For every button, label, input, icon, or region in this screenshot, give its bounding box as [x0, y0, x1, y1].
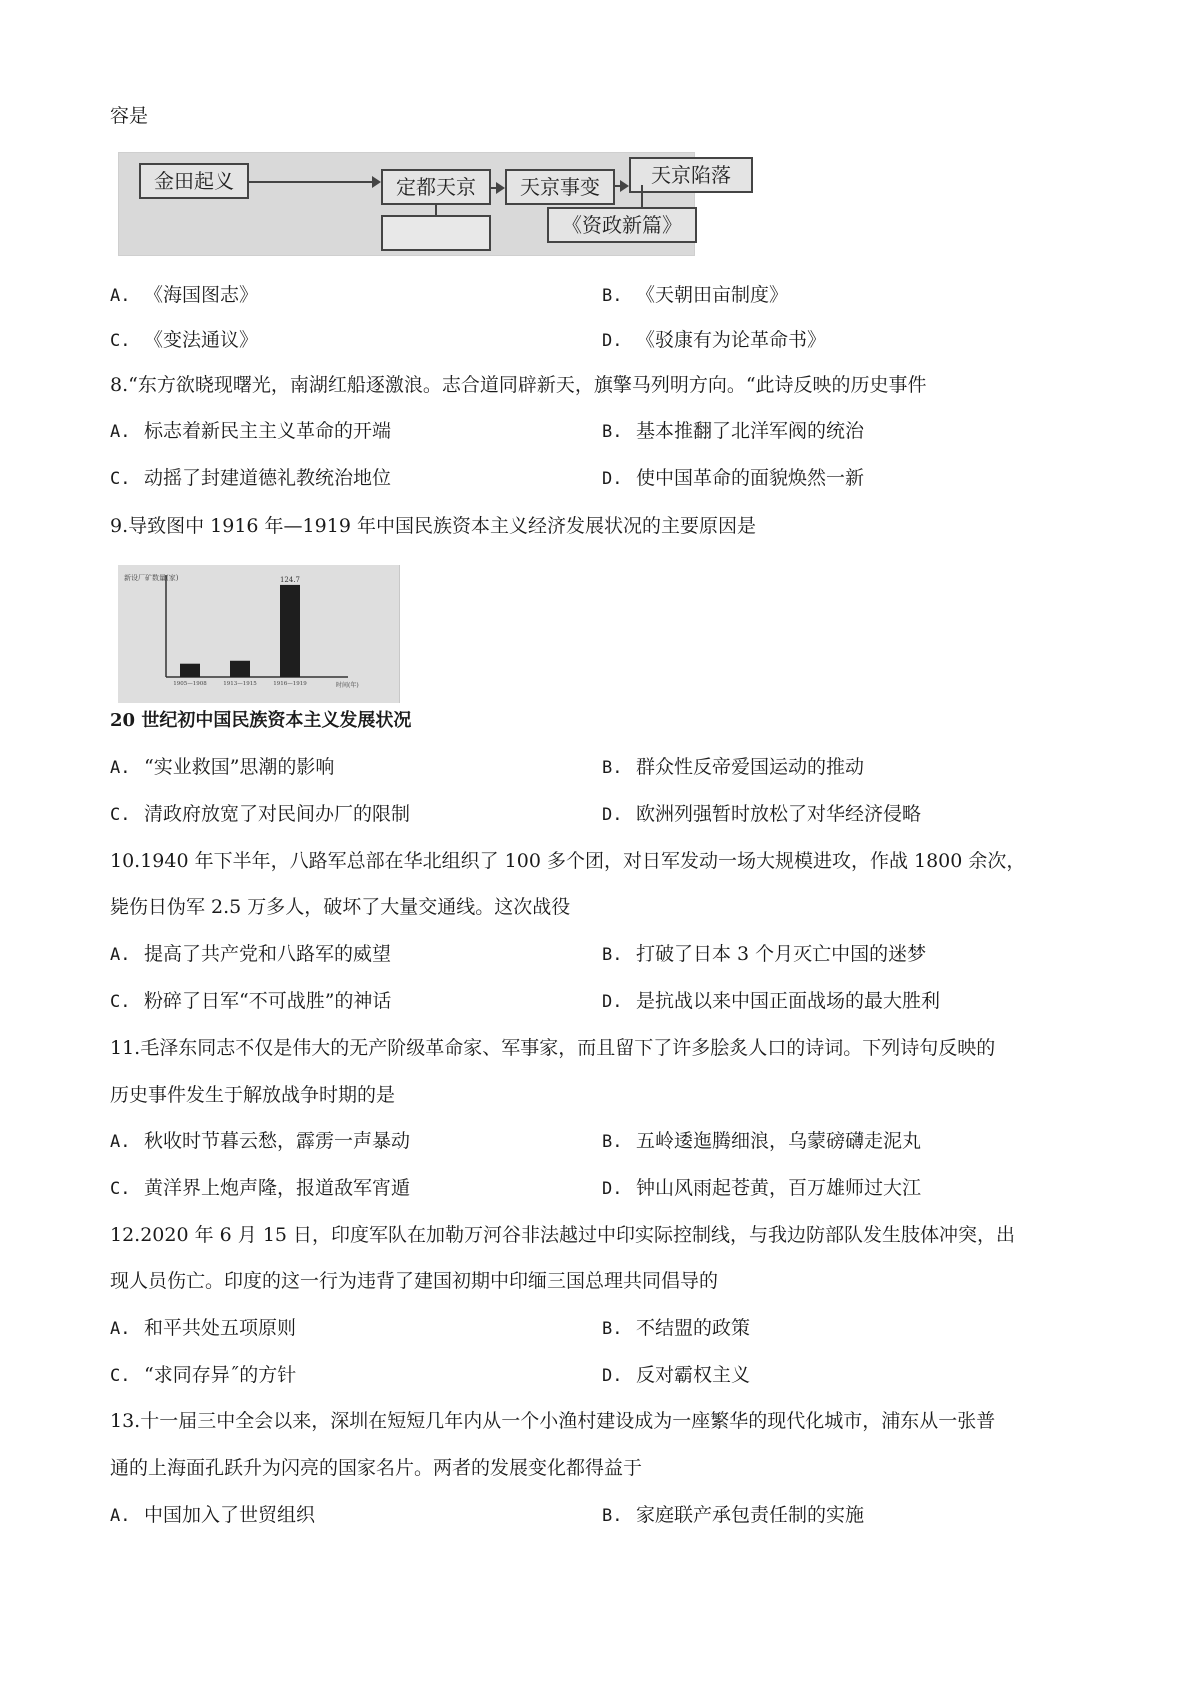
x-tick-label-1: 1913—1915 — [223, 681, 257, 687]
q13-option-b[interactable]: B. 家庭联产承包责任制的实施 — [602, 1504, 865, 1526]
q10-option-a[interactable]: A. 提高了共产党和八路军的威望 — [110, 943, 392, 965]
q10-option-d[interactable]: D. 是抗战以来中国正面战场的最大胜利 — [602, 990, 941, 1012]
q12-stem-line2: 现人员伤亡。印度的这一行为违背了建国初期中印缅三国总理共同倡导的 — [110, 1270, 719, 1292]
flow-box-jintian: 金田起义 — [139, 163, 249, 199]
chart-caption: 20 世纪初中国民族资本主义发展状况 — [110, 710, 412, 731]
q8-option-b[interactable]: B. 基本推翻了北洋军阀的统治 — [602, 420, 865, 442]
q9-option-c[interactable]: C. 清政府放宽了对民间办厂的限制 — [110, 803, 411, 825]
q12-option-c[interactable]: C. “求同存异˝的方针 — [110, 1364, 297, 1386]
q12-option-a[interactable]: A. 和平共处五项原则 — [110, 1317, 297, 1339]
q10-option-b[interactable]: B. 打破了日本 3 个月灭亡中国的迷梦 — [602, 943, 927, 965]
q11-stem-line1: 11.毛泽东同志不仅是伟大的无产阶级革命家、军事家，而且留下了许多脍炙人口的诗词。下列诗句反映的 — [110, 1037, 996, 1059]
flow-diagram — [118, 152, 731, 256]
q13-stem-line1: 13.十一届三中全会以来，深圳在短短几年内从一个小渔村建设成为一座繁华的现代化城市，浦东从一张普 — [110, 1410, 996, 1432]
q11-option-c[interactable]: C. 黄洋界上炮声隆，报道敌军宵遁 — [110, 1177, 411, 1199]
q8-option-c[interactable]: C. 动摇了封建道德礼教统治地位 — [110, 467, 392, 489]
q9-option-a[interactable]: A. “实业救国”思潮的影响 — [110, 756, 335, 778]
q10-stem-line2: 毙伤日伪军 2.5 万多人，破坏了大量交通线。这次战役 — [110, 896, 571, 918]
q8-stem: 8.“东方欲晓现曙光，南湖红船逐激浪。志合道同辟新天，旗擎马列明方向。“此诗反映的历史事件 — [110, 374, 927, 396]
flow-box-dingdu: 定都天京 — [381, 169, 491, 205]
q12-option-d[interactable]: D. 反对霸权主义 — [602, 1364, 751, 1386]
y-axis-label: 新设厂矿数量(家) — [124, 574, 179, 582]
q7-option-a[interactable]: A. 《海国图志》 — [110, 284, 259, 306]
x-tick-label-0: 1905—1908 — [173, 681, 207, 687]
q11-stem-line2: 历史事件发生于解放战争时期的是 — [110, 1084, 396, 1106]
bar-2 — [280, 585, 300, 677]
bar-chart-svg — [118, 565, 399, 703]
flow-box-xianluo: 天京陷落 — [629, 157, 753, 193]
q9-stem: 9.导致图中 1916 年—1919 年中国民族资本主义经济发展状况的主要原因是 — [110, 515, 756, 537]
q7-option-b[interactable]: B. 《天朝田亩制度》 — [602, 284, 789, 306]
q8-option-a[interactable]: A. 标志着新民主主义革命的开端 — [110, 420, 392, 442]
q10-option-c[interactable]: C. 粉碎了日军“不可战胜”的神话 — [110, 990, 392, 1012]
flow-arrow-3 — [615, 185, 627, 187]
flow-arrow-2 — [491, 187, 503, 189]
q7-stem-tail: 容是 — [110, 105, 149, 127]
x-tick-label-2: 1916—1919 — [273, 681, 307, 687]
flow-connector-zizheng — [641, 185, 643, 207]
bar-1 — [230, 661, 250, 677]
q7-option-d[interactable]: D. 《驳康有为论革命书》 — [602, 329, 827, 351]
x-axis-label: 时间(年) — [336, 682, 359, 689]
q7-option-c[interactable]: C. 《变法通议》 — [110, 329, 259, 351]
data-label-2: 124.7 — [279, 575, 301, 584]
q9-option-d[interactable]: D. 欧洲列强暂时放松了对华经济侵略 — [602, 803, 922, 825]
q11-option-a[interactable]: A. 秋收时节暮云愁，霹雳一声暴动 — [110, 1130, 411, 1152]
q10-stem-line1: 10.1940 年下半年，八路军总部在华北组织了 100 多个团，对日军发动一场大规模进攻，作战 1800 余次， — [110, 850, 1026, 872]
q13-stem-line2: 通的上海面孔跃升为闪亮的国家名片。两者的发展变化都得益于 — [110, 1457, 643, 1479]
q9-option-b[interactable]: B. 群众性反帝爱国运动的推动 — [602, 756, 865, 778]
bar-0 — [180, 664, 200, 677]
q12-stem-line1: 12.2020 年 6 月 15 日，印度军队在加勒万河谷非法越过中印实际控制线，与我边防部队发生肢体冲突，出 — [110, 1224, 1016, 1246]
q11-option-b[interactable]: B. 五岭逶迤腾细浪，乌蒙磅礴走泥丸 — [602, 1130, 922, 1152]
q13-option-a[interactable]: A. 中国加入了世贸组织 — [110, 1504, 316, 1526]
flow-box-tianjing-shibian: 天京事变 — [505, 169, 615, 205]
q8-option-d[interactable]: D. 使中国革命的面貌焕然一新 — [602, 467, 865, 489]
flow-arrow-1 — [249, 181, 379, 183]
q12-option-b[interactable]: B. 不结盟的政策 — [602, 1317, 751, 1339]
bar-chart — [118, 565, 400, 703]
flow-box-zizheng: 《资政新篇》 — [547, 207, 697, 243]
flow-box-blank — [381, 215, 491, 251]
q11-option-d[interactable]: D. 钟山风雨起苍黄，百万雄师过大江 — [602, 1177, 922, 1199]
